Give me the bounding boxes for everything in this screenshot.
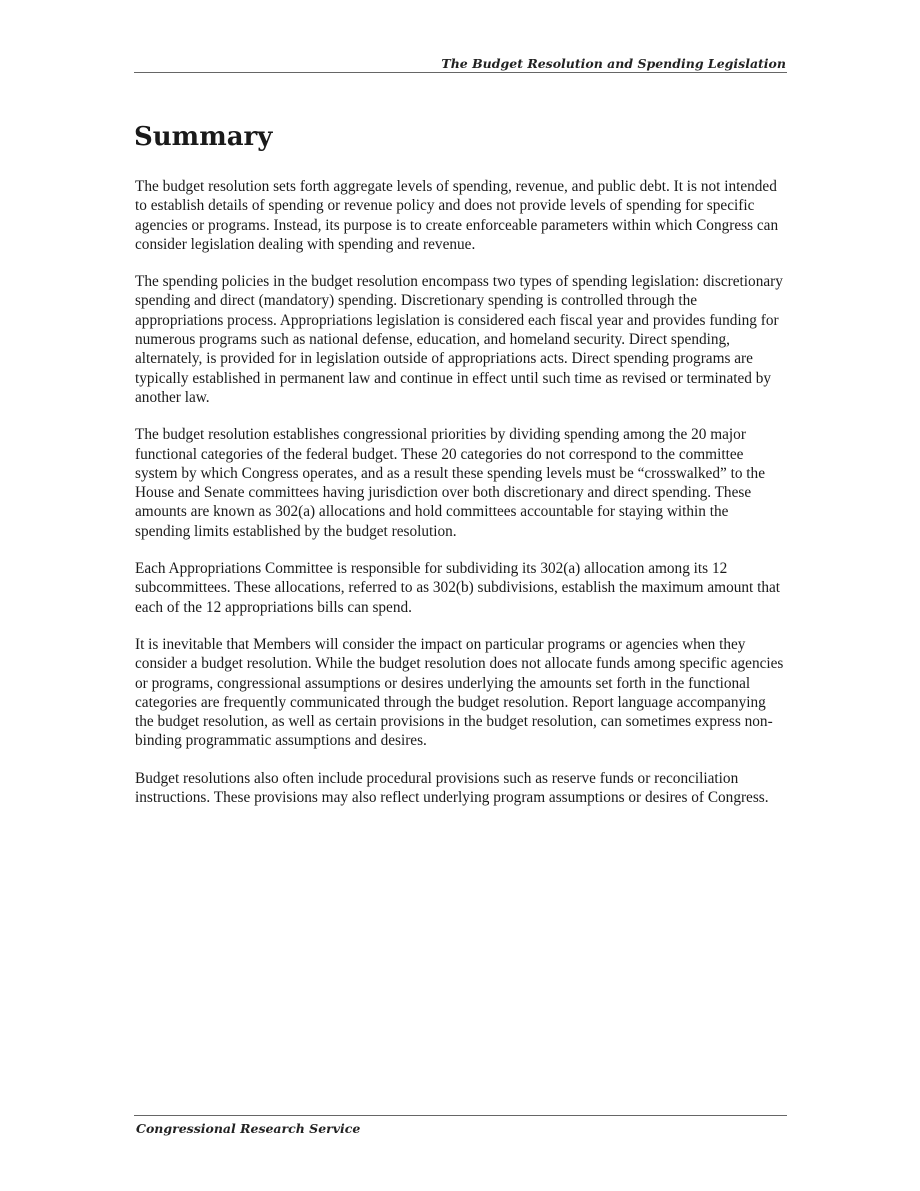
paragraph: The spending policies in the budget resolution encompass two types of spending legislation: discretionary spending and direct (mandatory) spending. Discretionary spending is controlled through the appropriations process. Appropriations legislation is considered each fiscal year and provides funding for numerous programs such as national defense, education, and homeland security. Direct spending, alternately, is provided for in legislation outside of appropriations acts. Direct spending programs are typically established in permanent law and continue in effect until such time as revised or terminated by another law. (135, 273, 783, 406)
summary-body (135, 177, 787, 825)
section-title: Summary (134, 122, 273, 152)
paragraph: Budget resolutions also often include procedural provisions such as reserve funds or reconciliation instructions. These provisions may also reflect underlying program assumptions or desires of Congress. (135, 769, 769, 807)
footer-divider (134, 1115, 787, 1116)
header-divider (134, 72, 787, 73)
paragraph: Each Appropriations Committee is responsible for subdividing its 302(a) allocation among its 12 subcommittees. These allocations, referred to as 302(b) subdivisions, establish the maximum amount that each of the 12 appropriations bills can spend. (135, 560, 781, 616)
paragraph: It is inevitable that Members will consider the impact on particular programs or agencies when they consider a budget resolution. While the budget resolution does not allocate funds among specific agencies or programs, congressional assumptions or desires underlying the amounts set forth in the functional categories are frequently communicated through the budget resolution. Report language accompanying the budget resolution, as well as certain provisions in the budget resolution, can sometimes express non-binding programmatic assumptions and desires. (135, 635, 784, 750)
footer-publisher: Congressional Research Service (136, 1121, 361, 1136)
paragraph: The budget resolution establishes congressional priorities by dividing spending among the 20 major functional categories of the federal budget. These 20 categories do not correspond to the committee system by which Congress operates, and as a result these spending levels must be “crosswalked” to the House and Senate committees having jurisdiction over both discretionary and direct spending. These amounts are known as 302(a) allocations and hold committees accountable for staying within the spending limits established by the budget resolution. (135, 426, 765, 540)
running-header: The Budget Resolution and Spending Legislation (441, 56, 786, 71)
paragraph: The budget resolution sets forth aggregate levels of spending, revenue, and public debt. It is not intended to establish details of spending or revenue policy and does not provide levels of spending for specific agencies or programs. Instead, its purpose is to create enforceable parameters within which Congress can consider legislation dealing with spending and revenue. (135, 178, 779, 253)
